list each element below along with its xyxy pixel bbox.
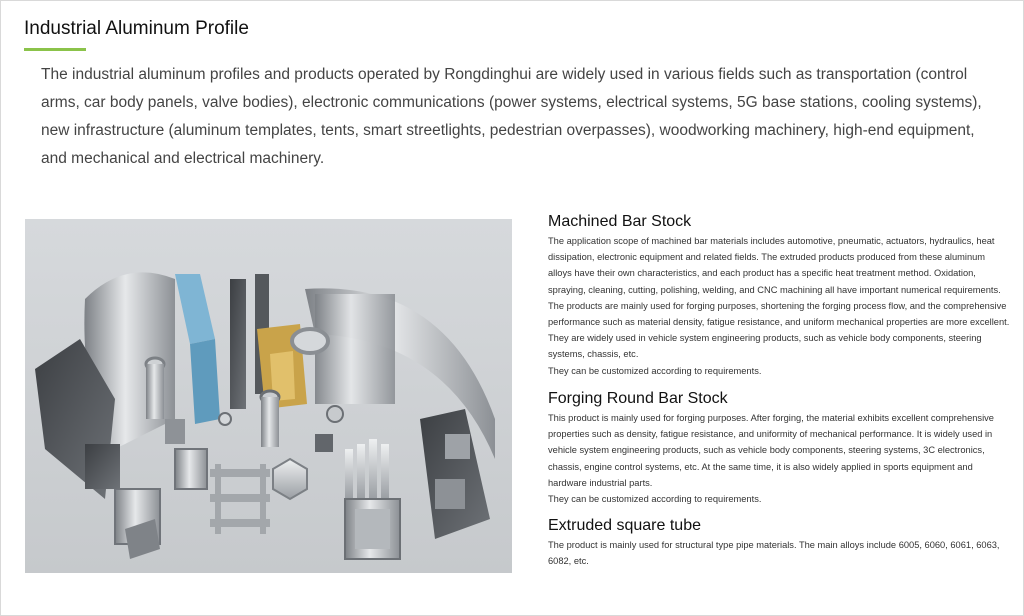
intro-paragraph: The industrial aluminum profiles and products operated by Rongdinghui are widely used in various fields such as transportation (control arms, car body panels, valve bodies), electronic communications (power systems, electrical systems, 5G base stations, cooling systems), new infrastructure (aluminum templates, tents, smart streetlights, pedestrian overpasses), woodworking machinery, high-end equipment, and mechanical and electrical machinery. (41, 66, 982, 167)
section-note: They can be customized according to requirements. (548, 494, 762, 505)
section-heading: Forging Round Bar Stock (548, 390, 728, 407)
title-underline (24, 48, 86, 51)
section-body: The application scope of machined bar materials includes automotive, pneumatic, actuators, hydraulics, heat dissipation, electronic equipment and related fields. The extruded products produced from these aluminum alloys have their own characteristics, and each product has a specific heat treatment method. Oxidation, spraying, cleaning, cutting, polishing, welding, and CNC machining all have important numerical requirements. The products are mainly used for forging purposes, shortening the forging process flow, and the comprehensive performance such as material density, fatigue resistance, and uniform mechanical properties are more excellent. They are widely used in vehicle system engineering products, such as vehicle body components, steering systems, chassis, etc. (548, 236, 1010, 360)
section-machined-bar-stock (548, 211, 1010, 379)
aluminum-profiles-photo (25, 219, 512, 573)
section-extruded-square-tube (548, 515, 1010, 569)
section-body: The product is mainly used for structural type pipe materials. The main alloys include 6005, 6060, 6061, 6063, 6082, etc. (548, 540, 1000, 567)
section-heading: Extruded square tube (548, 517, 701, 534)
section-forging-round-bar-stock (548, 388, 1010, 507)
section-body: This product is mainly used for forging purposes. After forging, the material exhibits excellent comprehensive properties such as density, fatigue resistance, and uniformity of mechanical performance. It is widely used in vehicle system engineering products, such as vehicle body components, steering systems, 3C electronics, chassis, engine control systems, etc. At the same time, it is also widely applied in sports equipment and hardware industrial parts. (548, 413, 994, 488)
section-heading: Machined Bar Stock (548, 213, 692, 230)
section-note: They can be customized according to requirements. (548, 365, 762, 376)
page-title: Industrial Aluminum Profile (24, 18, 249, 39)
